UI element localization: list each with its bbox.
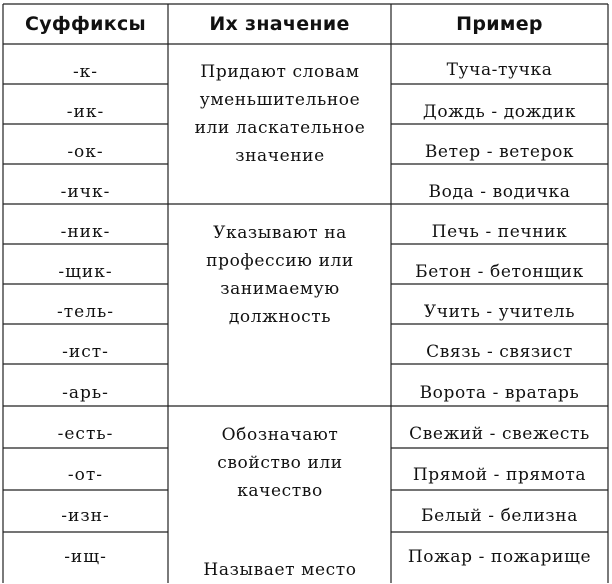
- example-cell: Прямой - прямота: [412, 465, 587, 485]
- suffix-cell: -щик-: [58, 262, 113, 282]
- meaning-place: [170, 556, 390, 584]
- example-cell: Дождь - дождик: [422, 102, 577, 122]
- suffix-cell: -ист-: [62, 342, 109, 362]
- suffix-cell: -арь-: [62, 383, 109, 403]
- suffix-cell: -ищ-: [64, 547, 107, 567]
- suffix-cell: -от-: [67, 465, 104, 485]
- example-cell: Белый - белизна: [421, 506, 578, 526]
- meaning-line: профессию или: [206, 251, 354, 271]
- meaning-line: Указывают на: [213, 223, 347, 243]
- meaning-line: занимаемую: [220, 279, 340, 299]
- example-cell: Учить - учитель: [423, 302, 576, 322]
- suffix-cell: -ичк-: [60, 182, 111, 202]
- suffix-cell: -к-: [72, 62, 99, 82]
- example-cell: Туча-тучка: [446, 60, 553, 80]
- suffix-cell: -тель-: [56, 302, 114, 322]
- example-cell: Ветер - ветерок: [424, 142, 575, 162]
- example-cell: Бетон - бетонщик: [415, 262, 584, 282]
- example-cell: Свежий - свежесть: [409, 424, 590, 444]
- meaning-line: уменьшительное: [199, 90, 361, 110]
- meaning-profession: [170, 219, 390, 331]
- example-cell: Ворота - вратарь: [419, 383, 580, 403]
- example-cell: Пожар - пожарище: [407, 547, 592, 567]
- header-example: Пример: [456, 13, 543, 35]
- header-meaning: Их значение: [209, 13, 350, 35]
- header-suffixes: Суффиксы: [24, 13, 147, 35]
- meaning-line: Называет место: [203, 560, 357, 580]
- meaning-line: Обозначают: [221, 425, 339, 445]
- example-cell: Связь - связист: [426, 342, 573, 362]
- meaning-quality: [170, 421, 390, 505]
- example-cell: Печь - печник: [431, 222, 568, 242]
- example-cell: Вода - водичка: [428, 182, 571, 202]
- meaning-line: значение: [235, 146, 325, 166]
- meaning-line: свойство или: [217, 453, 343, 473]
- suffix-cell: -ник-: [60, 222, 111, 242]
- meaning-line: или ласкательное: [194, 118, 366, 138]
- meaning-line: качество: [237, 481, 323, 501]
- suffix-cell: -изн-: [61, 506, 110, 526]
- meaning-diminutive: [170, 58, 390, 170]
- suffix-cell: -ок-: [67, 142, 104, 162]
- suffix-cell: -ик-: [66, 102, 105, 122]
- meaning-line: Придают словам: [200, 62, 360, 82]
- meaning-line: должность: [228, 307, 332, 327]
- suffix-cell: -есть-: [57, 424, 114, 444]
